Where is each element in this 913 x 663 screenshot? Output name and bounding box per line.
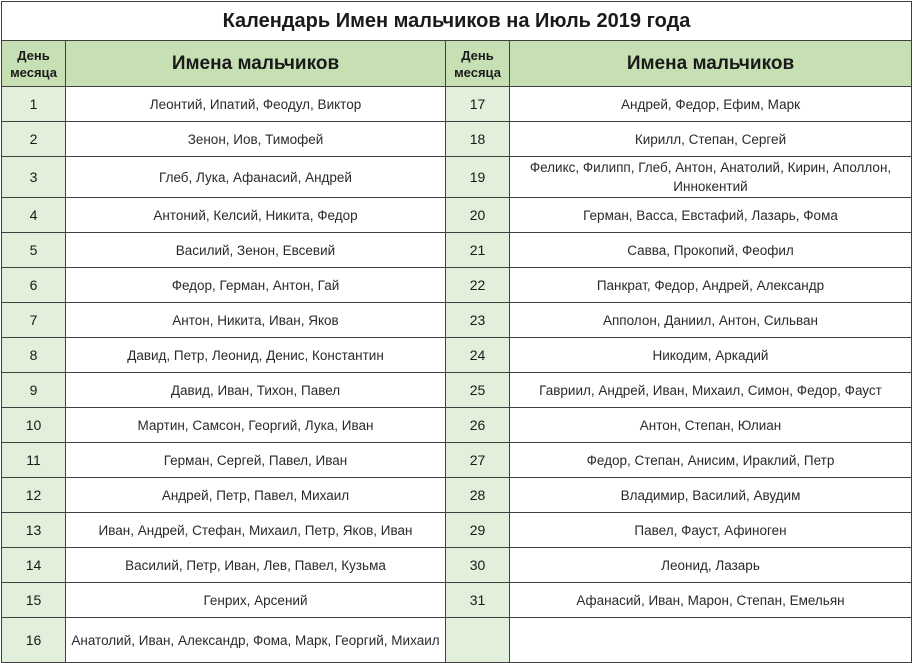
day-cell: 13 bbox=[2, 513, 66, 548]
names-column-header-left: Имена мальчиков bbox=[66, 41, 446, 87]
day-cell: 11 bbox=[2, 443, 66, 478]
page-title: Календарь Имен мальчиков на Июль 2019 года bbox=[2, 2, 912, 41]
names-cell: Антон, Никита, Иван, Яков bbox=[66, 303, 446, 338]
names-cell: Павел, Фауст, Афиноген bbox=[510, 513, 912, 548]
day-cell: 4 bbox=[2, 198, 66, 233]
names-cell: Федор, Герман, Антон, Гай bbox=[66, 268, 446, 303]
day-column-header-left bbox=[2, 41, 66, 87]
names-cell-empty bbox=[510, 618, 912, 663]
table-row bbox=[2, 268, 912, 303]
table-row bbox=[2, 408, 912, 443]
names-cell: Герман, Васса, Евстафий, Лазарь, Фома bbox=[510, 198, 912, 233]
names-cell: Кирилл, Степан, Сергей bbox=[510, 122, 912, 157]
names-cell: Герман, Сергей, Павел, Иван bbox=[66, 443, 446, 478]
day-cell: 5 bbox=[2, 233, 66, 268]
day-cell: 22 bbox=[446, 268, 510, 303]
names-cell: Мартин, Самсон, Георгий, Лука, Иван bbox=[66, 408, 446, 443]
names-cell: Афанасий, Иван, Марон, Степан, Емельян bbox=[510, 583, 912, 618]
day-cell: 12 bbox=[2, 478, 66, 513]
calendar-body bbox=[2, 87, 912, 663]
names-cell: Анатолий, Иван, Александр, Фома, Марк, Георгий, Михаил bbox=[66, 618, 446, 663]
names-cell: Владимир, Василий, Авудим bbox=[510, 478, 912, 513]
table-row bbox=[2, 443, 912, 478]
table-row bbox=[2, 548, 912, 583]
day-cell: 1 bbox=[2, 87, 66, 122]
table-row bbox=[2, 233, 912, 268]
day-header-line2: месяца bbox=[454, 64, 501, 80]
day-cell: 23 bbox=[446, 303, 510, 338]
day-header-line2: месяца bbox=[10, 64, 57, 80]
day-cell: 18 bbox=[446, 122, 510, 157]
names-cell: Феликс, Филипп, Глеб, Антон, Анатолий, Кирин, Аполлон, Иннокентий bbox=[510, 157, 912, 198]
table-row bbox=[2, 583, 912, 618]
table-row bbox=[2, 157, 912, 198]
day-cell: 27 bbox=[446, 443, 510, 478]
names-cell: Никодим, Аркадий bbox=[510, 338, 912, 373]
day-cell: 26 bbox=[446, 408, 510, 443]
day-cell: 7 bbox=[2, 303, 66, 338]
table-row bbox=[2, 618, 912, 663]
table-row bbox=[2, 373, 912, 408]
day-column-header-right bbox=[446, 41, 510, 87]
names-cell: Андрей, Федор, Ефим, Марк bbox=[510, 87, 912, 122]
table-row bbox=[2, 478, 912, 513]
names-cell: Апполон, Даниил, Антон, Сильван bbox=[510, 303, 912, 338]
names-cell: Федор, Степан, Анисим, Ираклий, Петр bbox=[510, 443, 912, 478]
day-cell: 6 bbox=[2, 268, 66, 303]
names-column-header-right: Имена мальчиков bbox=[510, 41, 912, 87]
day-cell: 25 bbox=[446, 373, 510, 408]
names-cell: Давид, Иван, Тихон, Павел bbox=[66, 373, 446, 408]
table-row bbox=[2, 303, 912, 338]
names-cell: Василий, Зенон, Евсевий bbox=[66, 233, 446, 268]
table-row bbox=[2, 513, 912, 548]
names-cell: Зенон, Иов, Тимофей bbox=[66, 122, 446, 157]
day-cell: 16 bbox=[2, 618, 66, 663]
names-cell: Иван, Андрей, Стефан, Михаил, Петр, Яков, Иван bbox=[66, 513, 446, 548]
day-cell-empty bbox=[446, 618, 510, 663]
day-cell: 28 bbox=[446, 478, 510, 513]
names-cell: Антоний, Келсий, Никита, Федор bbox=[66, 198, 446, 233]
names-cell: Гавриил, Андрей, Иван, Михаил, Симон, Федор, Фауст bbox=[510, 373, 912, 408]
names-cell: Леонтий, Ипатий, Феодул, Виктор bbox=[66, 87, 446, 122]
day-cell: 10 bbox=[2, 408, 66, 443]
day-cell: 30 bbox=[446, 548, 510, 583]
names-cell: Андрей, Петр, Павел, Михаил bbox=[66, 478, 446, 513]
calendar-table bbox=[1, 1, 912, 663]
day-cell: 14 bbox=[2, 548, 66, 583]
day-cell: 9 bbox=[2, 373, 66, 408]
table-row bbox=[2, 338, 912, 373]
day-cell: 15 bbox=[2, 583, 66, 618]
day-cell: 2 bbox=[2, 122, 66, 157]
day-cell: 19 bbox=[446, 157, 510, 198]
table-row bbox=[2, 87, 912, 122]
day-cell: 21 bbox=[446, 233, 510, 268]
names-cell: Савва, Прокопий, Феофил bbox=[510, 233, 912, 268]
names-cell: Давид, Петр, Леонид, Денис, Константин bbox=[66, 338, 446, 373]
names-cell: Антон, Степан, Юлиан bbox=[510, 408, 912, 443]
table-row bbox=[2, 122, 912, 157]
day-cell: 3 bbox=[2, 157, 66, 198]
day-cell: 8 bbox=[2, 338, 66, 373]
day-cell: 24 bbox=[446, 338, 510, 373]
day-cell: 20 bbox=[446, 198, 510, 233]
names-cell: Генрих, Арсений bbox=[66, 583, 446, 618]
names-cell: Леонид, Лазарь bbox=[510, 548, 912, 583]
names-cell: Глеб, Лука, Афанасий, Андрей bbox=[66, 157, 446, 198]
names-cell: Панкрат, Федор, Андрей, Александр bbox=[510, 268, 912, 303]
day-cell: 31 bbox=[446, 583, 510, 618]
day-cell: 17 bbox=[446, 87, 510, 122]
table-row bbox=[2, 198, 912, 233]
day-header-line1: День bbox=[17, 47, 50, 63]
day-header-line1: День bbox=[461, 47, 494, 63]
names-cell: Василий, Петр, Иван, Лев, Павел, Кузьма bbox=[66, 548, 446, 583]
day-cell: 29 bbox=[446, 513, 510, 548]
